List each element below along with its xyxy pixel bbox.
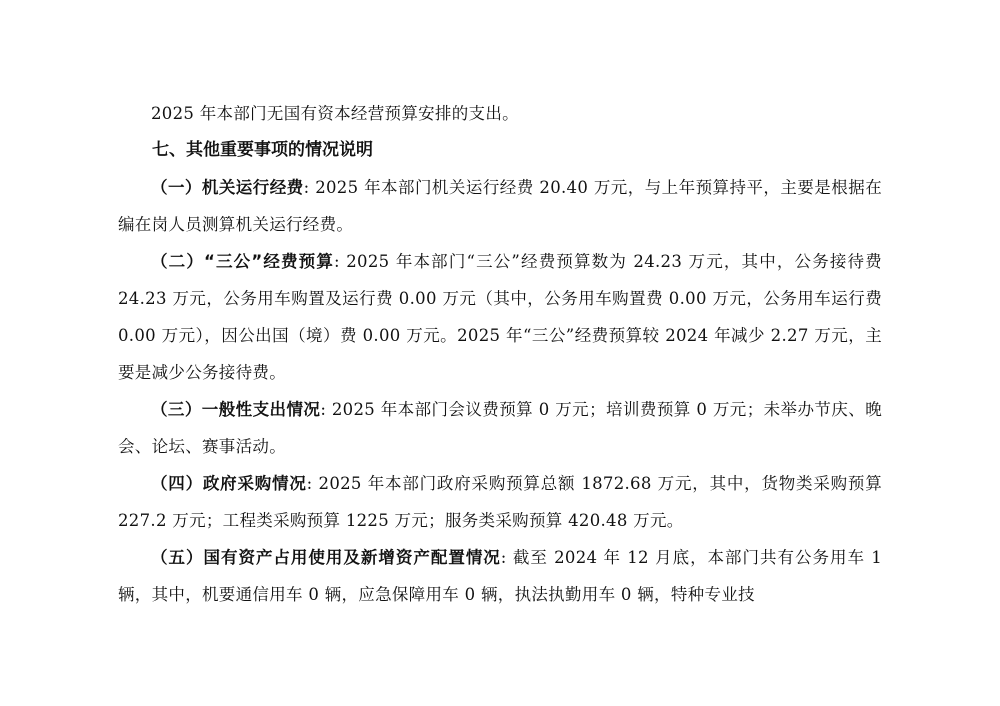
paragraph-body-operating-expenses: : 2025 年本部门机关运行经费 20.40 万元，与上年预算持平，主要是根据在编在岗人员测算机关运行经费。 <box>118 178 882 234</box>
paragraph-lead-government-procurement: （四）政府采购情况 <box>151 474 307 493</box>
paragraph-government-procurement <box>118 465 882 539</box>
paragraph-lead-operating-expenses: （一）机关运行经费 <box>151 178 304 197</box>
paragraph-body-state-assets: : 截至 2024 年 12 月底，本部门共有公务用车 1 辆，其中，机要通信用车 0 辆，应急保障用车 0 辆，执法执勤用车 0 辆，特种专业技 <box>118 548 882 604</box>
paragraph-body-three-public-budget: : 2025 年本部门“三公”经费预算数为 24.23 万元，其中，公务接待费 24.23 万元，公务用车购置及运行费 0.00 万元（其中，公务用车购置费 0.00 万元，公务用车运行费 0.00 万元），因公出国（境）费 0.00 万元。2025 年“三公”经费预算较 2024 年减少 2.27 万元，主要是减少公务接待费。 <box>118 252 882 382</box>
paragraph-body-general-expenditure: : 2025 年本部门会议费预算 0 万元；培训费预算 0 万元；未举办节庆、晚会、论坛、赛事活动。 <box>118 400 883 456</box>
paragraph-body-government-procurement: : 2025 年本部门政府采购预算总额 1872.68 万元，其中，货物类采购预算 227.2 万元；工程类采购预算 1225 万元；服务类采购预算 420.48 万元。 <box>118 474 883 530</box>
paragraph-lead-state-assets: （五）国有资产占用使用及新增资产配置情况 <box>151 548 501 567</box>
paragraph-state-assets <box>118 539 882 613</box>
section-heading-other-matters: 七、其他重要事项的情况说明 <box>152 140 373 160</box>
paragraph-operating-expenses <box>118 169 882 243</box>
paragraph-lead-general-expenditure: （三）一般性支出情况 <box>151 400 321 419</box>
paragraph-state-capital-budget: 2025 年本部门无国有资本经营预算安排的支出。 <box>151 104 519 123</box>
paragraph-lead-three-public-budget: （二）“三公”经费预算 <box>151 252 334 271</box>
document-page <box>118 95 882 613</box>
paragraph-three-public-budget <box>118 243 882 391</box>
paragraph-general-expenditure <box>118 391 882 465</box>
